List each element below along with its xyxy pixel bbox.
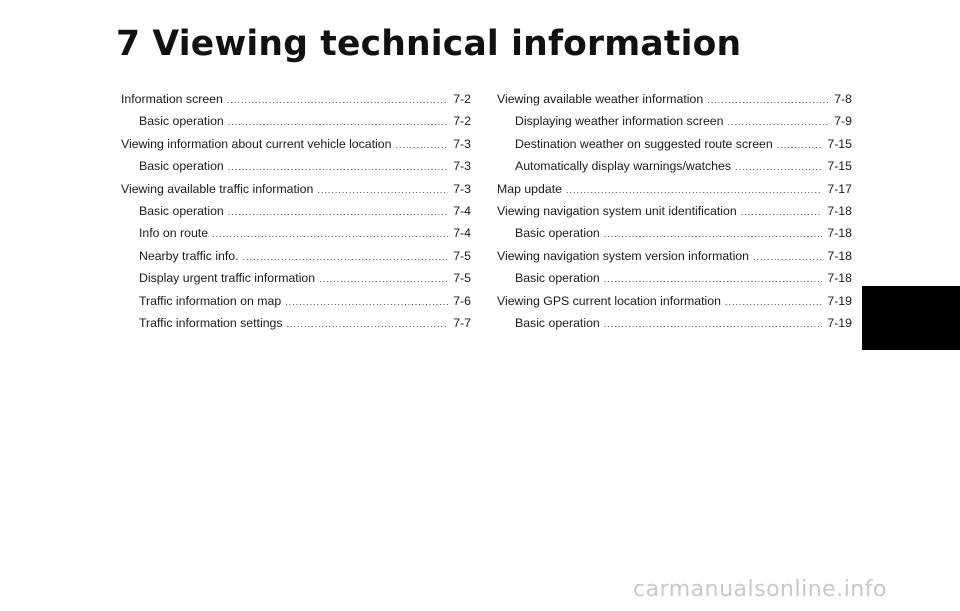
toc-entry[interactable] <box>121 178 471 200</box>
toc-leader-dots <box>287 313 449 334</box>
toc-entry-page: 7-15 <box>827 159 852 174</box>
toc-leader-dots <box>395 134 448 155</box>
toc-entry-label: Viewing information about current vehicle location <box>121 136 392 151</box>
toc-leader-dots <box>319 268 448 289</box>
chapter-title: 7 Viewing technical information <box>116 24 742 64</box>
toc-leader-dots <box>243 246 449 267</box>
toc-leader-dots <box>604 313 823 334</box>
toc-entry[interactable] <box>497 312 852 334</box>
toc-entry-page: 7-5 <box>453 271 471 286</box>
toc-entry[interactable] <box>497 200 852 222</box>
toc-entry-label: Destination weather on suggested route screen <box>515 136 773 151</box>
toc-entry-label: Viewing available weather information <box>497 92 704 106</box>
toc-leader-dots <box>228 111 448 132</box>
toc-entry[interactable] <box>121 222 471 244</box>
toc-right-column <box>497 88 852 334</box>
toc-entry-label: Info on route <box>139 226 209 241</box>
toc-leader-dots <box>777 134 823 155</box>
toc-entry-page: 7-8 <box>834 92 852 106</box>
toc-leader-dots <box>604 223 823 244</box>
toc-left-column <box>121 88 471 334</box>
toc-entry-page: 7-2 <box>453 114 471 129</box>
toc-entry[interactable] <box>497 245 852 267</box>
toc-leader-dots <box>285 291 448 312</box>
toc-leader-dots <box>228 201 448 222</box>
toc-entry[interactable] <box>497 133 852 155</box>
toc-leader-dots <box>228 156 448 177</box>
toc-entry-page: 7-19 <box>827 293 852 308</box>
toc-entry[interactable] <box>121 200 471 222</box>
toc-entry-label: Nearby traffic info. <box>139 248 239 263</box>
toc-entry-page: 7-17 <box>827 181 852 196</box>
toc-entry-page: 7-18 <box>827 271 852 286</box>
toc-entry-label: Viewing navigation system unit identification <box>497 203 737 218</box>
toc-entry-label: Basic operation <box>139 114 224 129</box>
toc-entry-page: 7-18 <box>827 203 852 218</box>
toc-entry-label: Traffic information settings <box>139 315 283 330</box>
toc-leader-dots <box>753 246 822 267</box>
toc-entry[interactable] <box>121 312 471 334</box>
toc-entry-label: Basic operation <box>515 271 600 286</box>
toc-entry-page: 7-19 <box>827 315 852 330</box>
toc-entry-page: 7-18 <box>827 226 852 241</box>
toc-entry-label: Displaying weather information screen <box>515 114 724 129</box>
toc-leader-dots <box>566 179 822 200</box>
toc-entry-page: 7-4 <box>453 203 471 218</box>
toc-leader-dots <box>727 111 829 132</box>
toc-leader-dots <box>741 201 823 222</box>
toc-entry[interactable] <box>497 155 852 177</box>
toc-entry-page: 7-3 <box>453 181 471 196</box>
toc-entry[interactable] <box>121 290 471 312</box>
toc-entry[interactable] <box>497 110 852 132</box>
toc-entry-page: 7-2 <box>453 92 471 106</box>
toc-entry[interactable] <box>497 222 852 244</box>
toc-leader-dots <box>707 89 829 110</box>
toc-entry[interactable] <box>121 88 471 110</box>
toc-entry-page: 7-7 <box>453 315 471 330</box>
toc-entry-label: Viewing GPS current location information <box>497 293 721 308</box>
toc-entry-page: 7-5 <box>453 248 471 263</box>
toc-entry-page: 7-9 <box>834 114 852 129</box>
toc-entry-label: Traffic information on map <box>139 293 282 308</box>
watermark: carmanualsonline.info <box>633 577 887 602</box>
toc-leader-dots <box>317 179 448 200</box>
toc-entry-label: Map update <box>497 181 562 196</box>
toc-entry-label: Information screen <box>121 92 223 106</box>
toc-entry[interactable] <box>497 88 852 110</box>
toc-entry[interactable] <box>497 290 852 312</box>
toc-entry-label: Viewing available traffic information <box>121 181 314 196</box>
toc-entry-page: 7-3 <box>453 136 471 151</box>
toc-entry-label: Basic operation <box>515 226 600 241</box>
toc-entry-label: Basic operation <box>139 203 224 218</box>
chapter-tab <box>862 286 960 350</box>
toc-entry[interactable] <box>121 110 471 132</box>
toc-entry[interactable] <box>121 133 471 155</box>
toc-entry[interactable] <box>121 245 471 267</box>
toc-entry[interactable] <box>121 155 471 177</box>
toc-entry[interactable] <box>497 178 852 200</box>
toc-leader-dots <box>735 156 822 177</box>
toc-entry[interactable] <box>121 267 471 289</box>
toc-entry-page: 7-15 <box>827 136 852 151</box>
toc-leader-dots <box>227 89 448 110</box>
toc-entry-label: Automatically display warnings/watches <box>515 159 731 174</box>
toc-entry[interactable] <box>497 267 852 289</box>
toc-leader-dots <box>725 291 822 312</box>
toc-entry-page: 7-3 <box>453 159 471 174</box>
toc-entry-label: Display urgent traffic information <box>139 271 316 286</box>
toc-entry-label: Viewing navigation system version information <box>497 248 749 263</box>
toc-entry-page: 7-18 <box>827 248 852 263</box>
toc-leader-dots <box>604 268 823 289</box>
toc-entry-label: Basic operation <box>139 159 224 174</box>
toc-leader-dots <box>212 223 448 244</box>
toc-entry-page: 7-6 <box>453 293 471 308</box>
toc-entry-label: Basic operation <box>515 315 600 330</box>
toc-entry-page: 7-4 <box>453 226 471 241</box>
